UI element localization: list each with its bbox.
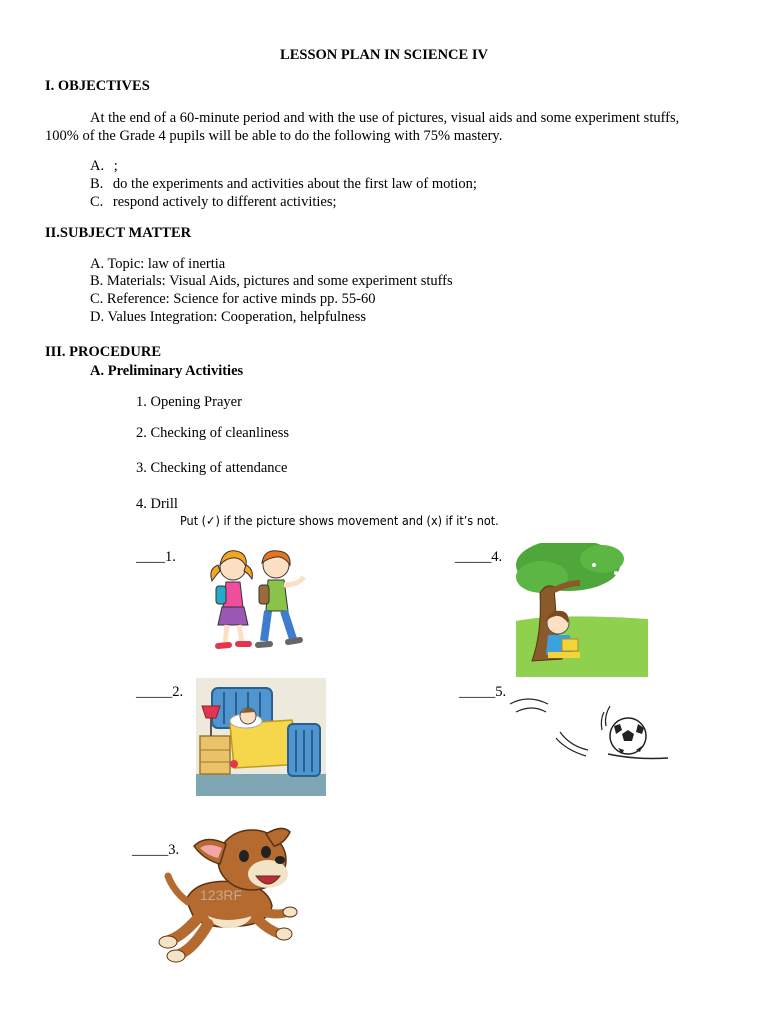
boy-reading-under-tree-image bbox=[516, 543, 648, 677]
drill-blank-1: ____1. bbox=[136, 549, 176, 565]
objective-text: ; bbox=[113, 158, 118, 174]
document-title: LESSON PLAN IN SCIENCE IV bbox=[280, 47, 488, 63]
objective-letter: A. bbox=[90, 158, 105, 174]
subject-matter-item: D. Values Integration: Cooperation, helpfulness bbox=[90, 309, 366, 325]
drill-blank-4: _____4. bbox=[455, 549, 503, 565]
subject-matter-item: C. Reference: Science for active minds pp. 55-60 bbox=[90, 291, 376, 307]
drill-blank-3: _____3. bbox=[132, 842, 180, 858]
objective-text: do the experiments and activities about the first law of motion; bbox=[112, 176, 477, 192]
procedure-step: 2. Checking of cleanliness bbox=[136, 425, 290, 441]
objectives-intro: At the end of a 60-minute period and with the use of pictures, visual aids and some experiment stuffs, 100% of the Grade 4 pupils will be able to do the following with 75% mastery. bbox=[45, 110, 680, 144]
drill-blank-5: _____5. bbox=[459, 684, 507, 700]
drill-blank-2: _____2. bbox=[136, 684, 184, 700]
objective-item bbox=[90, 176, 477, 193]
watermark-text: 123RF bbox=[200, 887, 243, 903]
preliminary-activities-heading: A. Preliminary Activities bbox=[90, 363, 244, 379]
objective-item bbox=[90, 158, 118, 175]
objective-text: respond actively to different activities; bbox=[112, 194, 337, 210]
procedure-step: 4. Drill bbox=[136, 496, 178, 512]
children-walking-image bbox=[196, 545, 316, 657]
objective-letter: C. bbox=[90, 194, 104, 210]
subject-matter-item: A. Topic: law of inertia bbox=[90, 256, 226, 272]
soccer-ball-rolling-image bbox=[506, 690, 670, 766]
boy-sleeping-in-bed-image bbox=[196, 678, 326, 796]
objective-item bbox=[90, 194, 337, 211]
subject-matter-heading: II.SUBJECT MATTER bbox=[45, 225, 192, 241]
drill-instruction: Put (✓) if the picture shows movement and (x) if it’s not. bbox=[180, 513, 499, 528]
procedure-step: 3. Checking of attendance bbox=[136, 460, 288, 476]
dog-running-image bbox=[156, 820, 298, 966]
subject-matter-item: B. Materials: Visual Aids, pictures and some experiment stuffs bbox=[90, 273, 453, 289]
objectives-heading: I. OBJECTIVES bbox=[45, 78, 150, 94]
objective-letter: B. bbox=[90, 176, 104, 192]
procedure-heading: III. PROCEDURE bbox=[45, 344, 162, 360]
procedure-step: 1. Opening Prayer bbox=[136, 394, 242, 410]
